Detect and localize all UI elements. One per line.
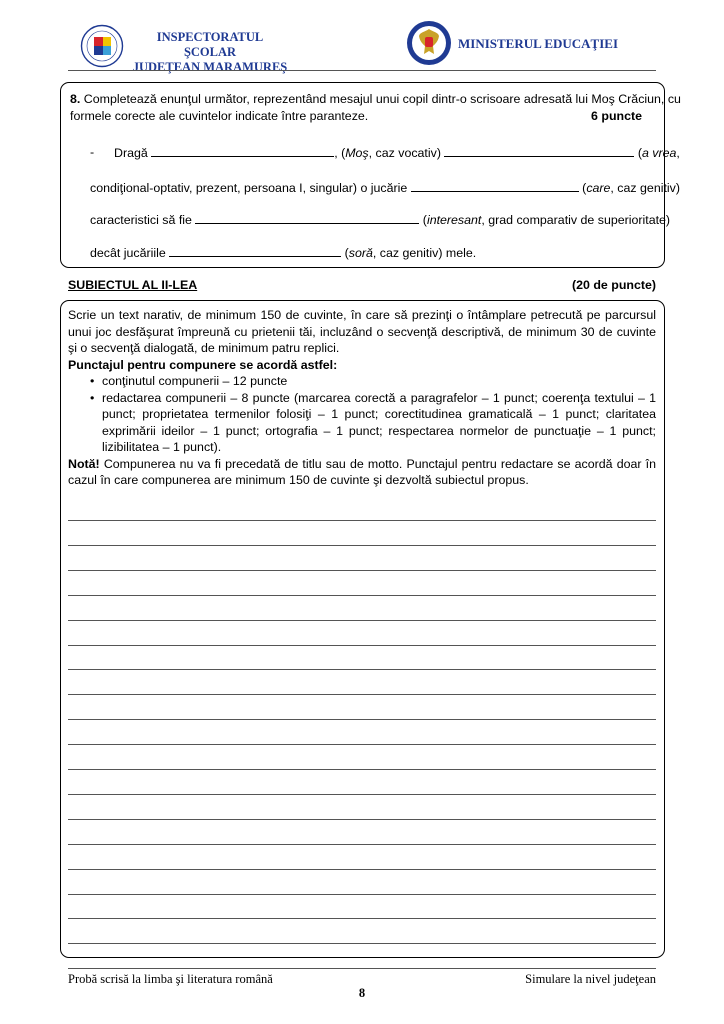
isj-title-line2: JUDEŢEAN MARAMUREŞ — [132, 60, 288, 74]
writing-line[interactable] — [68, 918, 656, 919]
criteria-list — [68, 373, 656, 456]
writing-line[interactable] — [68, 620, 656, 621]
writing-line[interactable] — [68, 669, 656, 670]
writing-line[interactable] — [68, 794, 656, 795]
l4-text-a: decât jucăriile — [90, 246, 170, 260]
note-text: Compunerea nu va fi precedată de titlu sau de motto. Punctajul pentru redactare se acordă doar în cazul în care compunerea are minimum 150 de cuvinte şi dezvoltă subiectul propus. — [68, 456, 656, 487]
isj-logo — [80, 24, 124, 68]
blank-interesant[interactable] — [195, 212, 419, 224]
blank-sora-genitiv[interactable] — [169, 245, 341, 257]
dash-bullet: - — [90, 145, 95, 159]
question-8-points: 6 puncte — [591, 109, 642, 123]
subject-2-title: SUBIECTUL AL II-LEA — [68, 278, 198, 292]
l1-text-f: a vrea — [641, 146, 677, 160]
note-label: Notă! — [68, 456, 100, 471]
footer-divider — [68, 968, 656, 969]
writing-line[interactable] — [68, 545, 656, 546]
writing-line[interactable] — [68, 744, 656, 745]
writing-line[interactable] — [68, 645, 656, 646]
writing-line[interactable] — [68, 719, 656, 720]
blank-mos-vocativ[interactable] — [151, 145, 334, 157]
fill-line-4 — [90, 245, 476, 260]
scoring-heading: Punctajul pentru compunere se acordă astfel: — [68, 357, 338, 372]
l1-text-b: , ( — [334, 146, 346, 160]
note — [68, 456, 656, 489]
l2-text-c: care — [586, 181, 611, 195]
writing-line[interactable] — [68, 694, 656, 695]
question-8-line1 — [70, 91, 681, 108]
header-divider — [68, 70, 656, 71]
ministry-title: MINISTERUL EDUCAŢIEI — [458, 36, 619, 51]
question-8-text2: formele corecte ale cuvintelor indicate între paranteze. — [70, 109, 369, 123]
l4-text-b: ( — [341, 246, 349, 260]
l4-text-d: , caz genitiv) mele. — [372, 246, 477, 260]
writing-line[interactable] — [68, 819, 656, 820]
fill-line-3 — [90, 212, 670, 227]
subject-2-points: (20 de puncte) — [572, 278, 656, 292]
writing-line[interactable] — [68, 769, 656, 770]
writing-line[interactable] — [68, 869, 656, 870]
criterion-content: • conţinutul compunerii – 12 puncte — [68, 373, 656, 390]
l3-text-b: ( — [419, 213, 427, 227]
writing-line[interactable] — [68, 570, 656, 571]
page-number: 8 — [358, 986, 366, 1000]
l3-text-a: caracteristici să fie — [90, 213, 196, 227]
blank-a-vrea[interactable] — [444, 145, 634, 157]
l3-text-c: interesant — [426, 213, 482, 227]
subject-2-task — [68, 307, 656, 489]
l2-text-a: condiţional-optativ, prezent, persoana I, singular) o jucărie — [90, 181, 411, 195]
writing-line[interactable] — [68, 595, 656, 596]
fill-line-2 — [90, 180, 680, 195]
footer-exam-name: Probă scrisă la limba şi literatura română — [68, 972, 273, 986]
criterion-writing: • redactarea compunerii – 8 puncte (marcarea corectă a paragrafelor – 1 punct; coerenţa textului – 1 punct; proprietatea termenilor folosiţi – 1 punct; corectitudinea gramaticală – 1 punct; claritatea exprimării ideilor – 1 punct; ortografia – 1 punct; respectarea normelor de punctuaţie – 1 punct; lizibilitatea – 1 punct). — [68, 390, 656, 456]
isj-title — [130, 30, 290, 75]
question-8-line2 — [70, 108, 654, 125]
l2-text-b: ( — [578, 181, 587, 195]
fill-line-1 — [90, 145, 680, 160]
writing-line[interactable] — [68, 943, 656, 944]
l1-text-g: , — [676, 146, 680, 160]
l2-text-d: , caz genitiv) — [610, 181, 680, 195]
writing-line[interactable] — [68, 894, 656, 895]
question-8-number: 8. — [70, 92, 81, 106]
coat-of-arms-icon — [406, 20, 452, 66]
l1-text-c: Moş — [345, 146, 369, 160]
writing-line[interactable] — [68, 520, 656, 521]
isj-title-line1: INSPECTORATUL ŞCOLAR — [156, 30, 264, 59]
writing-line[interactable] — [68, 844, 656, 845]
l1-text-a: Dragă — [114, 146, 152, 160]
task-statement: Scrie un text narativ, de minimum 150 de cuvinte, în care să prezinţi o întâmplare petrecută pe parcursul unui joc desfăşurat împreună cu prietenii tăi, incluzând o secvenţă descriptivă, de minimum 30 de cuvinte şi o secvenţă dialogată, de minimum patru replici. — [68, 308, 656, 355]
l1-text-d: , caz vocativ) — [368, 146, 445, 160]
question-8-text1: Completează enunţul următor, reprezentând mesajul unui copil dintr-o scrisoare adresată lui Moş Crăciun, cu — [80, 92, 681, 106]
l3-text-d: , grad comparativ de superioritate) — [481, 213, 671, 227]
ministry-logo — [406, 20, 452, 66]
l4-text-c: soră — [348, 246, 373, 260]
footer-simulation: Simulare la nivel judeţean — [525, 972, 656, 986]
isj-logo-icon — [80, 24, 124, 68]
blank-care-genitiv[interactable] — [411, 180, 579, 192]
l1-text-e: ( — [634, 146, 642, 160]
